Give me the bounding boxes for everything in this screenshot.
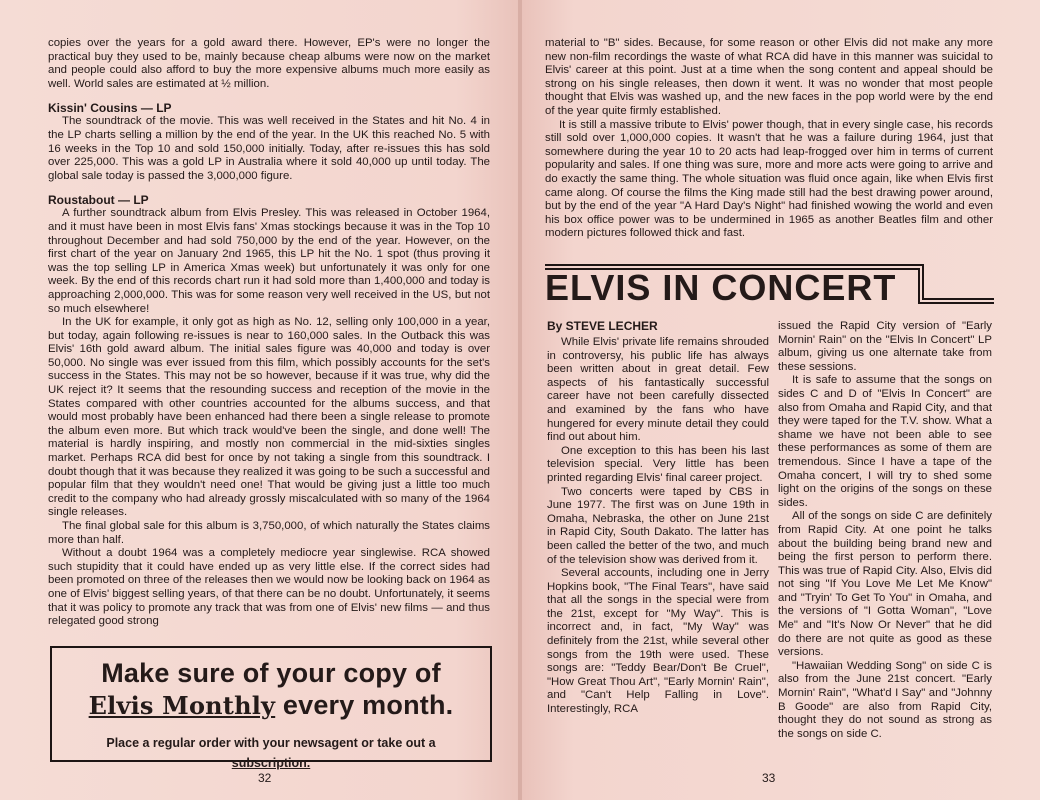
right-top-column <box>545 37 993 241</box>
roustabout-paragraph-3: The final global sale for this album is 3,750,000, of which naturally the States claims more than half. <box>48 520 490 546</box>
elvis-monthly-logo: Elvis Monthly <box>88 691 276 720</box>
advert-subscription: subscription. <box>231 756 311 770</box>
subscription-advert <box>50 646 492 770</box>
article-header <box>545 262 995 310</box>
intro-paragraph: copies over the years for a gold award there. However, EP's were no longer the practical buy they used to be, mainly because cheap albums were now on the market and people could also afford to buy the more expensive albums much more easily as well. World sales are estimated at ½ million. <box>48 37 490 90</box>
roustabout-paragraph-2: In the UK for example, it only got as high as No. 12, selling only 100,000 in a year, but today, again following re-issues is near to 160,000 sales. In the Outback this was Elvis' 16th gold award album. The initial sales figure was 40,000 and today is over 50,000. No single was ever issued from this film, which possibly accounts for the set's success in the States. This may not be so however, because if it was true, why did the UK reject it? It seems that the resounding success and reception of the movie in the States compared with other countries accounted for the albums success, and that would most probably have been enhanced had there been a single release to promote the album even more. But which track would've been the single, and done well! The material is hardly inspiring, and mostly non commercial in the mid-sixties singles market. Perhaps RCA did best for once by not taking a single from this soundtrack. I doubt though that it was because they realized it was going to be such a successful and popular film that they wouldn't need one! That would be giving just a little too much credit to the company who had already grossly miscalculated with so many of the 1964 single releases. <box>48 316 490 519</box>
article-c1-paragraph-3: Two concerts were taped by CBS in June 1977. The first was on June 19th in Omaha, Nebraska, the other on June 21st in Rapid City, South Dakato. The latter has been called the better of the two, and much of the television show was derived from it. <box>547 485 769 566</box>
advert-make-sure: Make sure of your copy of <box>101 658 441 688</box>
article-c1-paragraph-2: One exception to this has been his last television special. Very little has been printed regarding Elvis' final career project. <box>547 444 769 484</box>
section-heading-roustabout: Roustabout — LP <box>48 193 149 208</box>
roustabout-paragraph-1: A further soundtrack album from Elvis Presley. This was released in October 1964, and it must have been in most Elvis fans' Xmas stockings because it was in the Top 10 throughout December and had sold 750,000 by the end of the year. However, on the first chart of the year on January 2nd 1965, this LP hit the No. 1 spot (thus proving it was the top selling LP in America Xmas week) but unfortunately it was only for one week. By the end of this records chart run it had sold more than 1,400,000 and today is approaching 2,000,000. This was for some reason very well received in the US, but not so much elsewhere! <box>48 207 490 315</box>
article-c2-paragraph-1: issued the Rapid City version of "Early Mornin' Rain" on the "Elvis In Concert" LP album, giving us one alternate take from these sessions. <box>778 320 992 373</box>
kissin-cousins-paragraph: The soundtrack of the movie. This was well received in the States and hit No. 4 in the LP charts selling a million by the end of the year. In the UK this reached No. 5 with 16 weeks in the Top 10 and sold 150,000 initially. Today, after re-issues this has sold over 225,000. This was a gold LP in Australia where it sold 40,000 up until today. The global sale today is passed the 3,000,000 figure. <box>48 115 490 182</box>
advert-line-2 <box>52 690 490 721</box>
advert-every-month: every month. <box>282 690 454 720</box>
article-c2-paragraph-4: "Hawaiian Wedding Song" on side C is also from the June 21st concert. "Early Mornin' Rain", "What'd I Say" and "Johnny B Goode" are also from Rapid City, thought they do not sound as strong as the songs on side C. <box>778 659 992 740</box>
advert-line-3 <box>52 733 490 773</box>
advert-regular-order: Place a regular order with your newsagent or take out a <box>106 736 436 750</box>
left-page <box>0 0 518 800</box>
article-c1-paragraph-4: Several accounts, including one in Jerry Hopkins book, "The Final Tears", have said that all the songs in the special were from the 21st, except for "My Way". This is incorrect and, in fact, "My Way" was definitely from the 21st, while several other songs from the 19th were used. These songs are: "Teddy Bear/Don't Be Cruel", "How Great Thou Art", "Early Mornin' Rain", and "Can't Help Falling in Love". Interestingly, RCA <box>547 567 769 716</box>
right-top-paragraph-1: material to "B" sides. Because, for some reason or other Elvis did not make any more new non-film recordings the waste of what RCA did have in this manner was suicidal to Elvis' career at this point. Just at a time when the song content and appeal should be strong on his single releases, then down it went. It was no wonder that most people thought that Elvis was washed up, and the new faces in the pop world were by the end of the year quite firmly established. <box>545 37 993 117</box>
article-column-1 <box>547 336 769 717</box>
article-title: ELVIS IN CONCERT <box>545 267 897 308</box>
advert-line-1 <box>52 658 490 688</box>
roustabout-paragraph-4: Without a doubt 1964 was a completely mediocre year singlewise. RCA showed such stupidity that it could have ended up as very little else. If the correct sides had been promoted on three of the releases then we would now be looking back on 1964 as one of Elvis' biggest selling years, of that there can be no doubt. Unfortunately, it seems that it was policy to promote any track that was from one of Elvis' new films — and thus relegated good strong <box>48 547 490 628</box>
right-top-paragraph-2: It is still a massive tribute to Elvis' power though, that in every single case, his records still sold over 1,000,000 copies. It wasn't that he was a failure during 1964, just that somewhere during the year 10 to 20 acts had leap-frogged over him in terms of current popularity and sales. If one thing was sure, more and more acts were going to arrive and do exactly the same thing. The whole situation was fluid once again, like when Elvis first came along. Of course the films the King made still had the best drawing power around, but by the end of the year "A Hard Day's Night" had finished wowing the world and even his box office power was to be undermined in 1965 as another Beatles film and other modern pictures followed thick and fast. <box>545 118 993 240</box>
article-c2-paragraph-3: All of the songs on side C are definitely from Rapid City. At one point he talks about the building being brand new and being the first person to perform there. This was true of Rapid City. Also, Elvis did not sing "If You Love Me Let Me Know" and "Tryin' To Get To You" in Omaha, and the versions of "I Gotta Woman", "Love Me" and "It's Now Or Never" that he did do there are not quite as good as these versions. <box>778 510 992 659</box>
left-column <box>48 37 490 629</box>
article-byline: By STEVE LECHER <box>547 319 658 333</box>
article-c1-paragraph-1: While Elvis' private life remains shrouded in controversy, his public life has always been written about in great detail. Few aspects of his fantastically successful career have not been carefully dissected and examined by the fans who have hungered for every minute detail they could find out about him. <box>547 336 769 444</box>
section-heading-kissin-cousins: Kissin' Cousins — LP <box>48 101 172 116</box>
article-column-2 <box>778 320 992 741</box>
page-number-right: 33 <box>762 771 776 785</box>
article-c2-paragraph-2: It is safe to assume that the songs on sides C and D of "Elvis In Concert" are also from Omaha and Rapid City, and that they were taped for the T.V. show. What a shame we have not been able to see these performances as some of them are tremendous. Since I have a tape of the Omaha concert, I will try to shed some light on the origins of the songs on these sides. <box>778 374 992 509</box>
page-number-left: 32 <box>258 771 272 785</box>
